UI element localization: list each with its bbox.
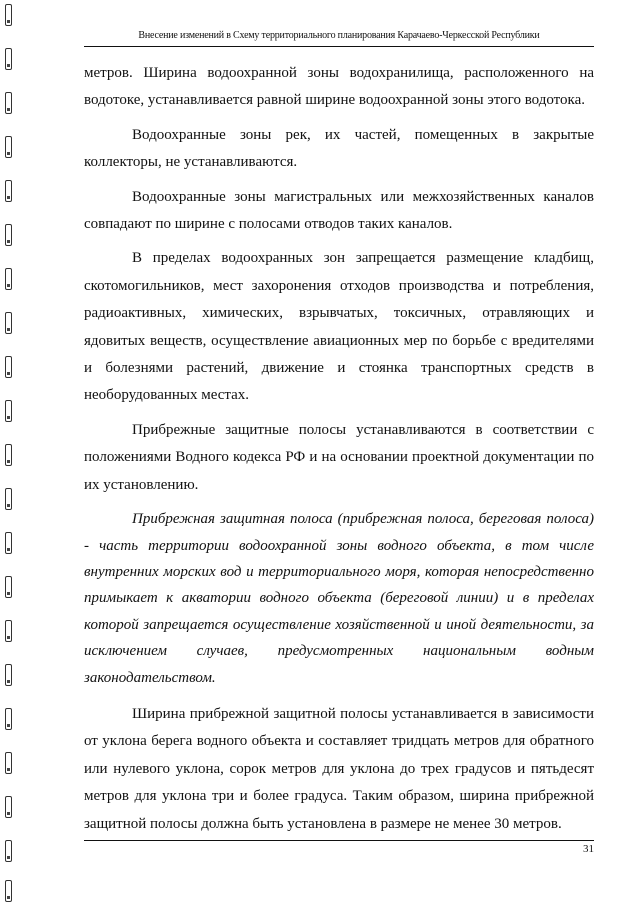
binding-hole-icon	[5, 488, 12, 510]
definition-paragraph: Прибрежная защитная полоса (прибрежная полоса, береговая полоса) - часть территории водоохранной зоны водного объекта, в том числе внутренних морских вод и территориального моря, которая непосредственно примыкает к акватории водного объекта (береговой линии) и в пределах которой запрещается осуществление хозяйственной и иной деятельности, за исключением случаев, предусмотренных национальным водным законодательством.	[84, 511, 594, 686]
paragraph: Ширина прибрежной защитной полосы устанавливается в зависимости от уклона берега водного объекта и составляет тридцать метров для обратного или нулевого уклона, сорок метров для уклона до трех градусов и пятьдесят метров для уклона три и более градуса. Таким образом, ширина прибрежной защитной полосы должна быть установлена в размере не менее 30 метров.	[84, 705, 594, 832]
paragraph: Прибрежные защитные полосы устанавливаются в соответствии с положениями Водного кодекса РФ и на основании проектной документации по их установлению.	[84, 421, 594, 493]
paragraph-continuation: метров. Ширина водоохранной зоны водохранилища, расположенного на водотоке, устанавливается равной ширине водоохранной зоны этого водотока.	[84, 65, 594, 109]
running-header: Внесение изменений в Схему территориального планирования Карачаево-Черкесской Республики	[138, 30, 540, 41]
binding-hole-icon	[5, 532, 12, 554]
binding-hole-icon	[5, 268, 12, 290]
binding-hole-icon	[5, 312, 12, 334]
binding-hole-icon	[5, 880, 12, 902]
binding-hole-icon	[5, 136, 12, 158]
binding-hole-icon	[5, 444, 12, 466]
binding-hole-icon	[5, 92, 12, 114]
binding-hole-icon	[5, 796, 12, 818]
binding-hole-icon	[5, 664, 12, 686]
binding-hole-icon	[5, 180, 12, 202]
binding-hole-icon	[5, 48, 12, 70]
page-body	[84, 60, 594, 845]
paragraph: Водоохранные зоны магистральных или межхозяйственных каналов совпадают по ширине с полосами отводов таких каналов.	[84, 188, 594, 233]
binding-hole-icon	[5, 708, 12, 730]
header-rule	[84, 46, 594, 47]
binding-hole-icon	[5, 620, 12, 642]
paragraph: Водоохранные зоны рек, их частей, помещенных в закрытые коллекторы, не устанавливаются.	[84, 126, 594, 171]
binding-hole-icon	[5, 840, 12, 862]
binding-hole-icon	[5, 400, 12, 422]
paragraph: В пределах водоохранных зон запрещается размещение кладбищ, скотомогильников, мест захоронения отходов производства и потребления, радиоактивных, химических, взрывчатых, токсичных, отравляющих и ядовитых веществ, осуществление авиационных мер по борьбе с вредителями и болезнями растений, движение и стоянка транспортных средств в необорудованных местах.	[84, 250, 594, 404]
footer-rule	[84, 840, 594, 841]
binding-hole-icon	[5, 356, 12, 378]
binding-margin	[2, 0, 18, 905]
page-number: 31	[583, 843, 594, 855]
binding-hole-icon	[5, 576, 12, 598]
binding-hole-icon	[5, 4, 12, 26]
binding-hole-icon	[5, 752, 12, 774]
binding-hole-icon	[5, 224, 12, 246]
